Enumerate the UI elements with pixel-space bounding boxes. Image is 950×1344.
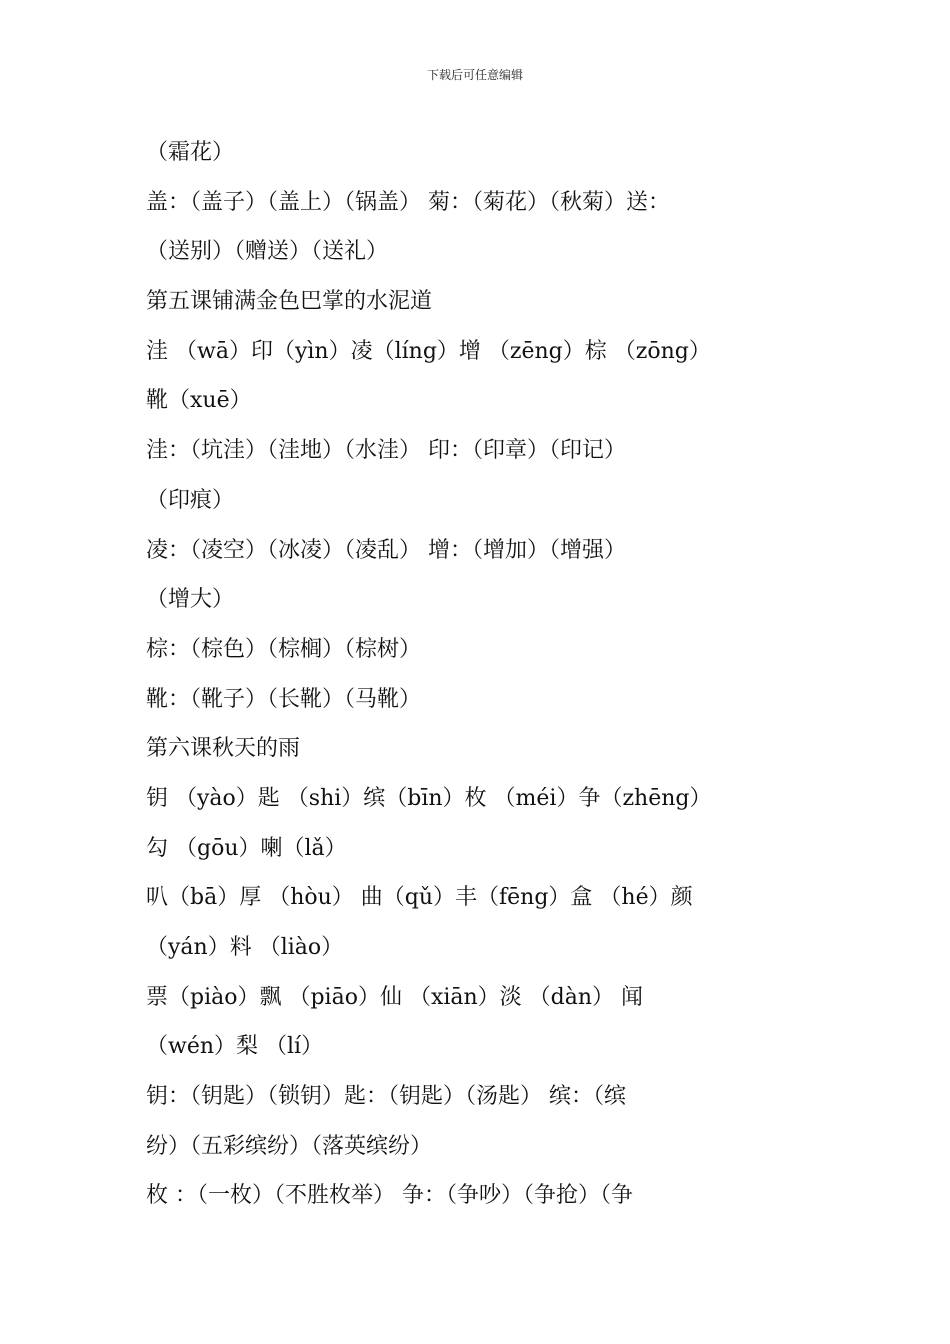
text-line: 枚 ：（一枚）（不胜枚举） 争：（争吵）（争抢）（争 (146, 1183, 633, 1209)
lesson-title: 第六课秋天的雨 (146, 736, 301, 762)
text-line: 靴（xuē） (146, 388, 252, 414)
text-line: 纷）（五彩缤纷）（落英缤纷） (146, 1133, 433, 1159)
text-line: 靴：（靴子）（长靴）（马靴） (146, 686, 422, 712)
text-line: 叭（bā）厚 （hòu） 曲（qǔ）丰（fēng）盒 （hé）颜 (146, 885, 693, 911)
text-line: 洼：（坑洼）（洼地）（水洼） 印：（印章）（印记） (146, 438, 626, 464)
text-line: （yán）料 （liào） (146, 935, 344, 960)
text-line: 棕：（棕色）（棕榈）（棕树） (146, 636, 422, 662)
text-line: 钥：（钥匙）（锁钥）匙：（钥匙）（汤匙） 缤：（缤 (146, 1084, 626, 1110)
text-line: 票（piào）飘 （piāo）仙 （xiān）淡 （dàn） 闻 (146, 984, 644, 1010)
text-line: （增大） (146, 587, 235, 613)
text-line: （霜花） (146, 140, 235, 165)
text-line: 洼 （wā）印（yìn）凌（líng）增 （zēng）棕 （zōng） (146, 338, 711, 364)
page-header: 下载后可任意编辑 (426, 68, 523, 82)
text-line: （wén）梨 （lí） (146, 1034, 324, 1060)
text-line: （印痕） (146, 487, 235, 513)
document-body (146, 128, 816, 1221)
text-line: 钥 （yào）匙 （shi）缤（bīn）枚 （méi）争（zhēng） (146, 785, 712, 811)
text-line: 勾 （gōu）喇（lǎ） (146, 835, 347, 861)
text-line: 盖：（盖子）（盖上）（锅盖） 菊：（菊花）（秋菊）送： (146, 189, 670, 215)
text-line: （送别）（赠送）（送礼） (146, 239, 389, 265)
text-line: 凌：（凌空）（冰凌）（凌乱） 增：（增加）（增强） (146, 537, 626, 563)
lesson-title: 第五课铺满金色巴掌的水泥道 (146, 289, 433, 315)
